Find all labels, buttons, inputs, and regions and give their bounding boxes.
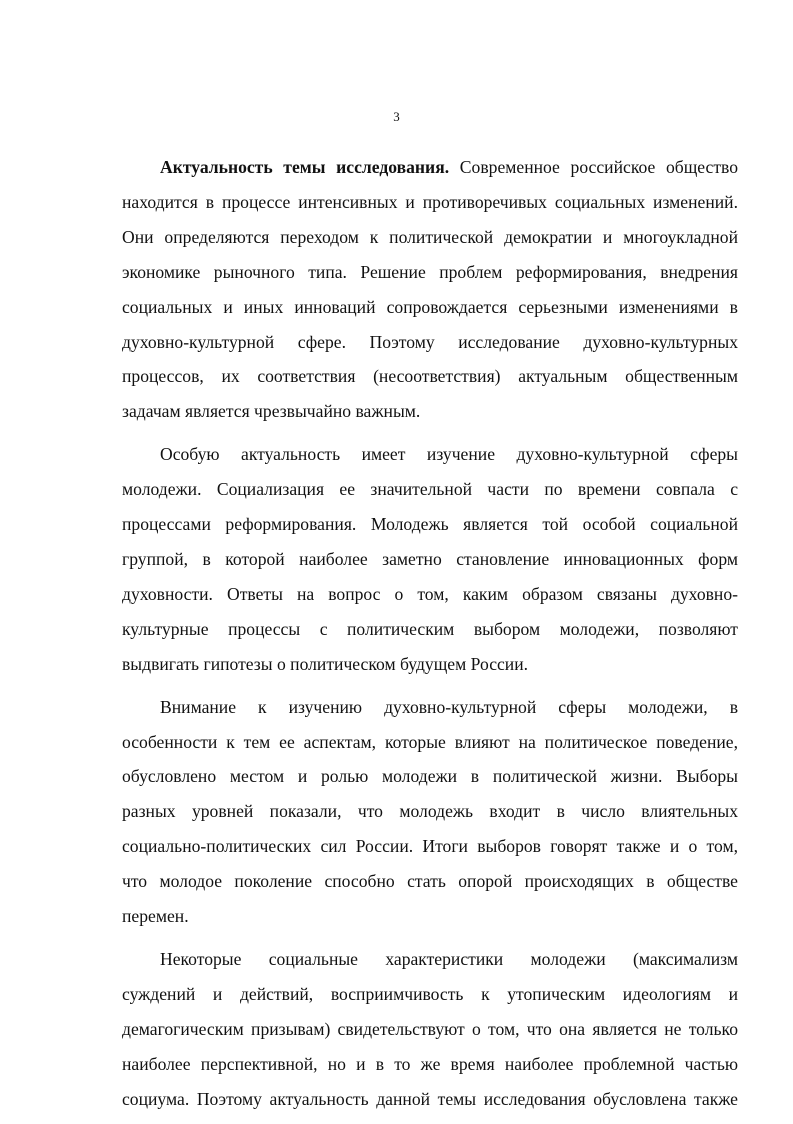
text-line: находится в процессе интенсивных и противоречивых социальных изменений. [122,191,738,212]
text-line: наиболее перспективной, но и в то же время наиболее проблемной частью [122,1053,738,1074]
paragraph-2 [122,437,738,681]
text-line: социальных и иных инноваций сопровождается серьезными изменениями в [122,296,738,317]
text-line: культурные процессы с политическим выбором молодежи, позволяют [122,618,738,639]
body-text [122,150,738,1124]
text-line: разных уровней показали, что молодежь входит в число влиятельных [122,801,738,822]
text-line: духовно-культурной сфере. Поэтому исследование духовно-культурных [122,331,738,352]
text-line: Они определяются переходом к политической демократии и многоукладной [122,226,738,247]
text-line: Внимание к изучению духовно-культурной сферы молодежи, в [160,696,738,717]
text-line: обусловлено местом и ролью молодежи в политической жизни. Выборы [122,766,738,787]
text-line: особенности к тем ее аспектам, которые влияют на политическое поведение, [122,731,738,752]
text-line: перемен. [122,906,189,927]
text-line: выдвигать гипотезы о политическом будущем России. [122,653,529,674]
text-line: демагогическим призывам) свидетельствуют о том, что она является не только [122,1018,738,1039]
text-line: Некоторые социальные характеристики молодежи (максимализм [160,948,738,969]
text-line: что молодое поколение способно стать опорой происходящих в обществе [122,871,738,892]
text-line: процессов, их соответствия (несоответствия) актуальным общественным [122,366,738,387]
text-line: экономике рыночного типа. Решение проблем реформирования, внедрения [122,261,738,282]
text-line: процессами реформирования. Молодежь является той особой социальной [122,514,738,535]
page-number: 3 [393,109,400,124]
text-line: группой, в которой наиболее заметно становление инновационных форм [122,548,738,569]
text-line: социума. Поэтому актуальность данной темы исследования обусловлена также [122,1088,738,1109]
text-line: задачам является чрезвычайно важным. [122,401,421,422]
section-heading-lead: Актуальность темы исследования. [160,157,450,177]
text-line: суждений и действий, восприимчивость к утопическим идеологиям и [122,983,738,1004]
paragraph-3 [122,690,738,934]
text-line: молодежи. Социализация ее значительной части по времени совпала с [122,479,738,500]
paragraph-1 [122,150,738,429]
text-line: духовности. Ответы на вопрос о том, каким образом связаны духовно- [122,583,738,604]
text-line: Актуальность темы исследования. Современное российское общество [160,157,738,177]
text-line: социально-политических сил России. Итоги выборов говорят также и о том, [122,836,738,857]
paragraph-4 [122,942,738,1117]
text-line: Особую актуальность имеет изучение духовно-культурной сферы [160,444,738,465]
